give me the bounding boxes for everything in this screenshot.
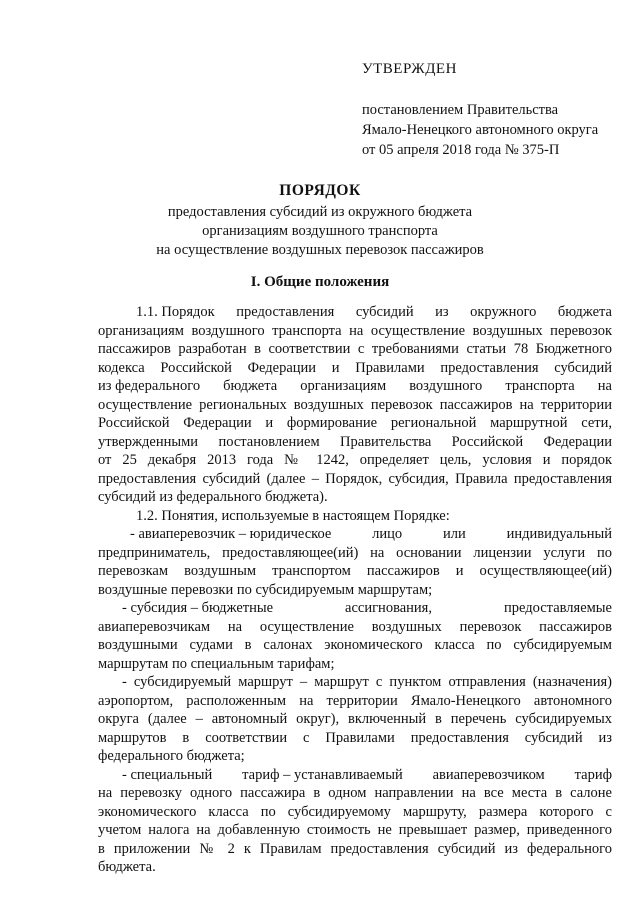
word: предоставляемые (504, 600, 612, 616)
text-line: от 25 декабря 2013 года № 1242, определяет цель, условия и порядок (98, 452, 612, 468)
text-line: утвержденными постановлением Правительства Российской Федерации (98, 433, 612, 450)
word: организациям (300, 378, 387, 394)
text-line: в приложении № 2 к Правилам предоставления субсидий из федерального (98, 840, 612, 857)
word: - субсидия – бюджетные (122, 600, 274, 616)
word: транспорта (505, 378, 575, 394)
definition-carrier-first-line (98, 525, 612, 544)
word: 1.1. Порядок (136, 304, 215, 320)
text-line (98, 377, 612, 396)
text-line: организациям воздушного транспорта на осуществление воздушных перевозок (98, 322, 612, 339)
section-heading: I. Общие положения (250, 274, 390, 290)
word: - авиаперевозчик – юридическое (130, 526, 332, 542)
definition-tariff-first-line (98, 766, 612, 785)
text-line: предприниматель, предоставляющее(ий) на основании лицензии услуги по (98, 544, 612, 561)
word: из федерального (98, 378, 201, 394)
word: ассигнования, (345, 600, 432, 616)
word: бюджета (223, 378, 278, 394)
word: окружного (470, 304, 537, 320)
approval-line: от 05 апреля 2018 года № 375-П (362, 142, 560, 158)
definition-subsidy-first-line (98, 599, 612, 618)
text-line: авиаперевозчикам на осуществление воздушных перевозок пассажиров (98, 618, 612, 635)
text-line: перевозкам воздушным транспортом пассажиров и осуществляющее(ий) (98, 563, 612, 579)
document-body (98, 303, 612, 877)
word: воздушного (409, 378, 483, 394)
word: на (597, 378, 612, 394)
approval-block (362, 100, 598, 160)
text-line: экономического класса по субсидируемому маршруту, размера которого с (98, 803, 612, 820)
paragraph-1-1-first-line (98, 303, 612, 322)
subtitle-line: предоставления субсидий из окружного бюджета (167, 204, 473, 220)
text-line: Российской Федерации и формирование региональной маршрутной сети, (98, 415, 612, 431)
text-line: воздушными судами в салонах экономического класса по субсидируемым (98, 637, 612, 653)
text-line: на перевозку одного пассажира в одном направлении на все места в салоне (98, 785, 612, 801)
word: лицо (372, 526, 403, 542)
text-line: маршрутам по специальным тарифам; (98, 655, 335, 672)
subtitle-line: на осуществление воздушных перевозок пассажиров (156, 242, 484, 258)
text-line: бюджета. (98, 859, 156, 875)
word: тариф – устанавливаемый (242, 766, 403, 783)
text-line: аэропортом, расположенным на территории Ямало-Ненецкого автономного (98, 692, 612, 709)
approval-line: постановлением Правительства (362, 102, 559, 118)
word: или (443, 526, 466, 542)
document-title: ПОРЯДОК (279, 182, 361, 199)
approval-line: Ямало-Ненецкого автономного округа (362, 122, 599, 138)
word: - специальный (122, 766, 213, 783)
subtitle-line: организациям воздушного транспорта (202, 223, 438, 239)
word: субсидий (355, 304, 414, 320)
text-line: воздушные перевозки по субсидируемым маршрутам; (98, 581, 433, 598)
word: бюджета (557, 304, 612, 320)
text-line: пассажиров разработан в соответствии с требованиями статьи 78 Бюджетного (98, 341, 612, 357)
text-line: учетом налога на добавленную стоимость не превышает размер, приведенного (98, 822, 612, 838)
word: авиаперевозчиком (432, 766, 545, 783)
text-line: округа (далее – автономный округ), включенный в перечень субсидируемых (98, 711, 612, 727)
text-line: кодекса Российской Федерации и Правилами предоставления субсидий (98, 359, 612, 376)
word: предоставления (236, 304, 335, 320)
text-line: субсидий из федерального бюджета). (98, 489, 328, 505)
text-line: федерального бюджета; (98, 748, 245, 764)
text-line: предоставления субсидий (далее – Порядок, субсидия, Правила предоставления (98, 470, 612, 487)
word: из (435, 304, 449, 320)
word: тариф (574, 766, 612, 783)
word: индивидуальный (506, 526, 612, 542)
paragraph-1-2: 1.2. Понятия, используемые в настоящем Порядке: (136, 507, 450, 524)
approval-title: УТВЕРЖДЕН (362, 61, 457, 77)
definition-route-first-line: - субсидируемый маршрут – маршрут с пунктом отправления (назначения) (122, 674, 612, 690)
document-subtitle (0, 203, 640, 260)
text-line: осуществление региональных воздушных перевозок пассажиров на территории (98, 396, 612, 413)
text-line: маршрутов в соответствии с Правилами предоставления субсидий из (98, 729, 612, 746)
